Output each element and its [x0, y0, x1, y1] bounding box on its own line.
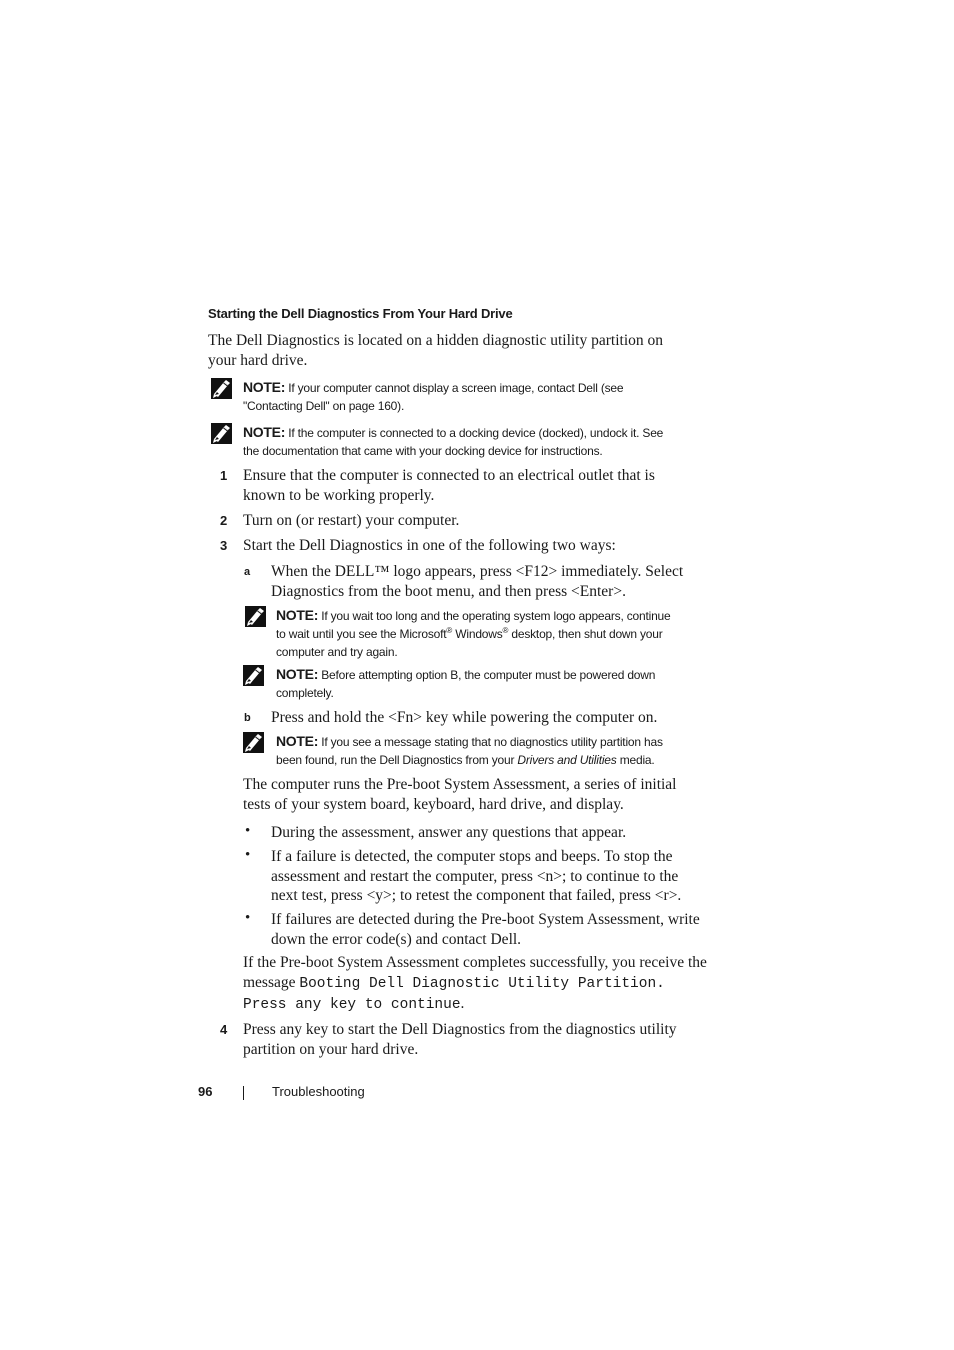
note-pencil-icon: [243, 732, 264, 753]
step-1-text: Ensure that the computer is connected to an electrical outlet that is known to be working properly.: [243, 467, 655, 504]
substep-b-text: Press and hold the <Fn> key while powering the computer on.: [271, 709, 658, 726]
note-docking: NOTE: If the computer is connected to a docking device (docked), undock it. See the documentation that came with your docking device for instructions.: [243, 424, 664, 458]
substep-letter: b: [244, 712, 251, 724]
bullet-item: If a failure is detected, the computer stops and beeps. To stop the assessment and restart the computer, press <n>; to continue to the next test, press <y>; to retest the component that failed, press <r>.: [271, 848, 682, 904]
bullet-marker: •: [245, 910, 251, 926]
section-heading: Starting the Dell Diagnostics From Your Hard Drive: [208, 306, 513, 321]
note-pencil-icon: [245, 606, 266, 627]
note-no-partition: NOTE: If you see a message stating that no diagnostics utility partition has been found, run the Dell Diagnostics from your Drivers and Utilities media.: [276, 733, 663, 767]
step-number: 1: [220, 468, 228, 483]
intro-paragraph: The Dell Diagnostics is located on a hidden diagnostic utility partition on your hard drive.: [208, 332, 664, 369]
bullet-marker: •: [245, 823, 251, 839]
bullet-marker: •: [245, 847, 251, 863]
step-number: 2: [220, 513, 228, 528]
footer-section-title: Troubleshooting: [272, 1084, 365, 1099]
boot-message: Booting Dell Diagnostic Utility Partition.: [299, 975, 665, 992]
success-paragraph: If the Pre-boot System Assessment completes successfully, you receive the message Booting Dell Diagnostic Utility Partition. Press any key to continue.: [243, 954, 707, 1013]
step-number: 3: [220, 538, 228, 553]
substep-letter: a: [244, 566, 251, 578]
bullet-item: During the assessment, answer any questions that appear.: [271, 824, 627, 841]
boot-message-continued: Press any key to continue: [243, 997, 461, 1013]
step-number: 4: [220, 1022, 228, 1037]
psa-paragraph: The computer runs the Pre-boot System Assessment, a series of initial tests of your system board, keyboard, hard drive, and display.: [243, 776, 677, 813]
bullet-item: If failures are detected during the Pre-boot System Assessment, write down the error code(s) and contact Dell.: [271, 911, 700, 948]
note-wait-too-long: NOTE: If you wait too long and the operating system logo appears, continue to wait until you see the Microsoft® Windows® desktop, then shut down your computer and try again.: [276, 607, 671, 659]
step-3-text: Start the Dell Diagnostics in one of the following two ways:: [243, 537, 616, 554]
note-pencil-icon: [243, 665, 264, 686]
note-pencil-icon: [211, 378, 232, 399]
note-pencil-icon: [211, 423, 232, 444]
step-4-text: Press any key to start the Dell Diagnostics from the diagnostics utility partition on your hard drive.: [243, 1021, 677, 1058]
footer-divider: [243, 1086, 244, 1100]
substep-a-text: When the DELL™ logo appears, press <F12> immediately. Select Diagnostics from the boot menu, and then press <Enter>.: [271, 563, 684, 600]
note-option-b: NOTE: Before attempting option B, the computer must be powered down completely.: [276, 666, 656, 700]
page-number: 96: [198, 1084, 213, 1099]
note-contact-dell: NOTE: If your computer cannot display a screen image, contact Dell (see "Contacting Dell" on page 160).: [243, 379, 624, 413]
step-2-text: Turn on (or restart) your computer.: [243, 512, 460, 529]
